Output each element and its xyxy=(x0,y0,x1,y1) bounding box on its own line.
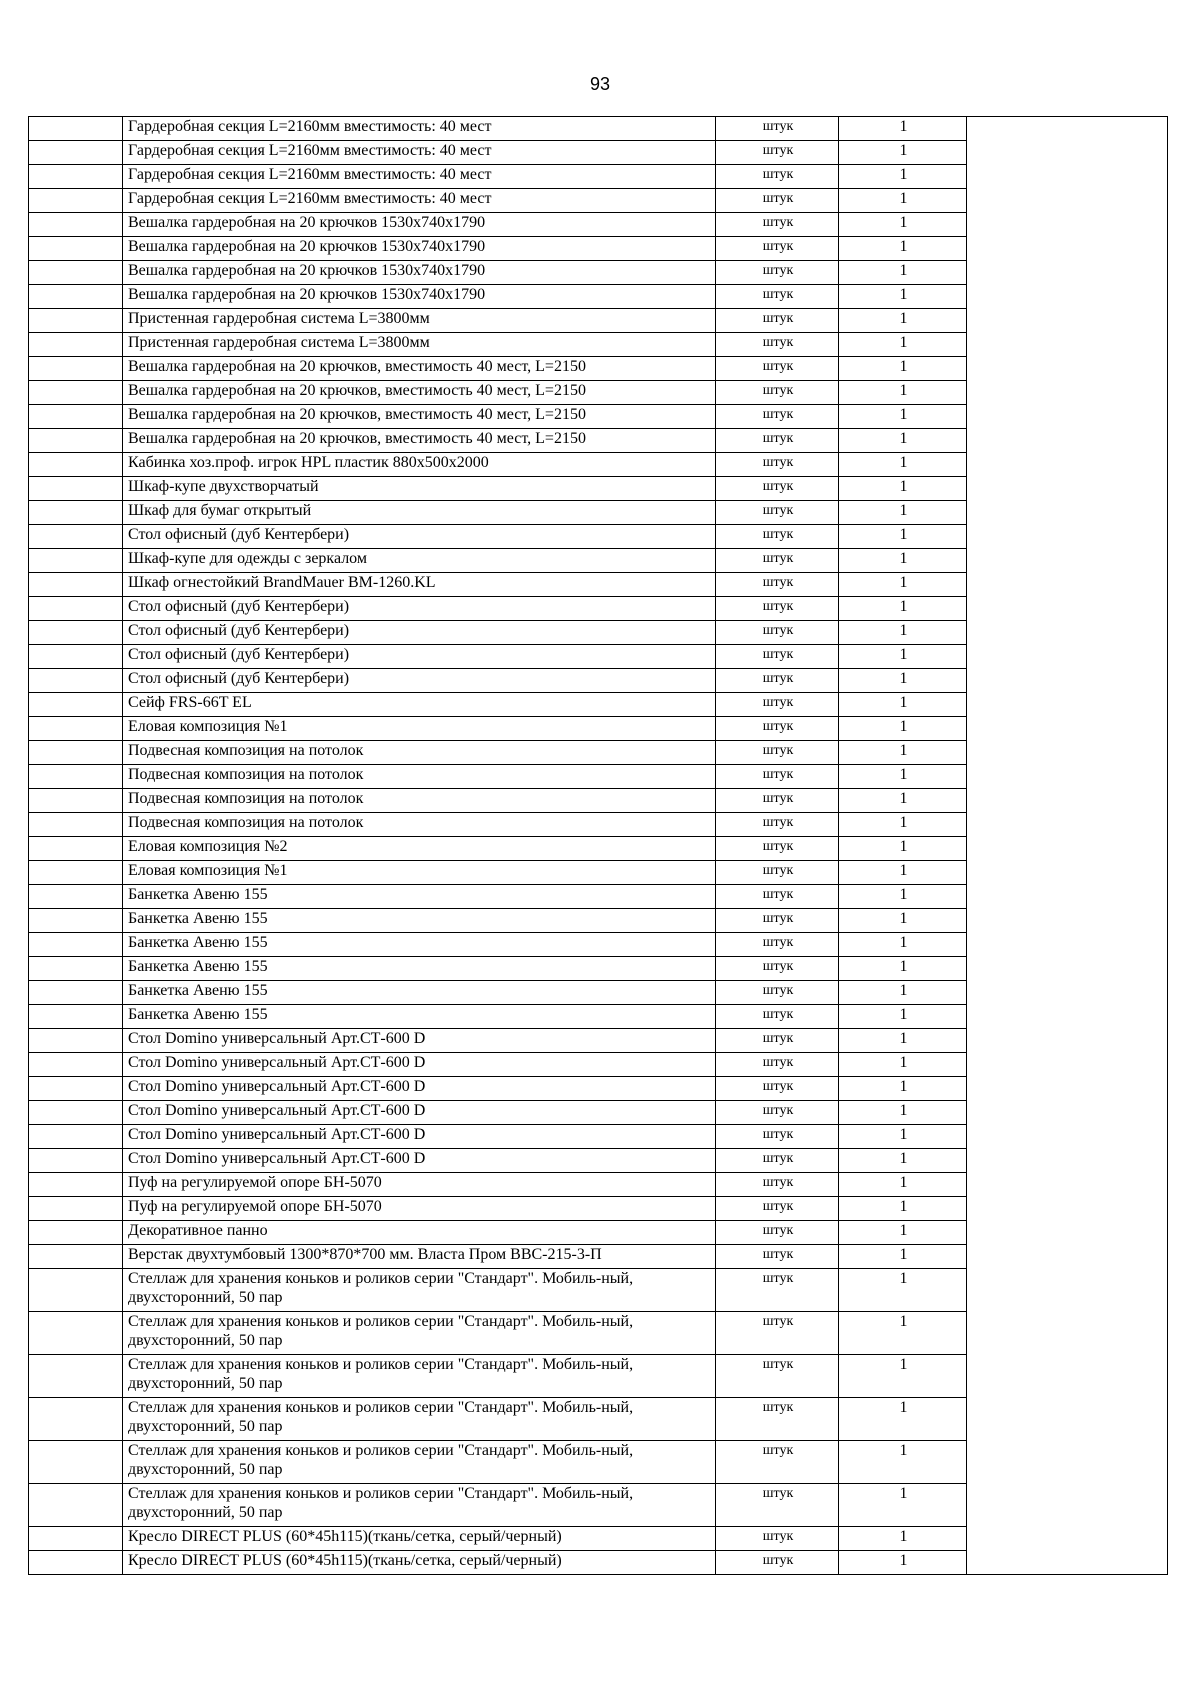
item-name-cell: Гардеробная секция L=2160мм вместимость: 40 мест xyxy=(123,165,716,189)
row-number-cell xyxy=(29,933,123,957)
item-name-cell: Банкетка Авеню 155 xyxy=(123,885,716,909)
unit-cell: штук xyxy=(716,741,839,765)
item-name-cell: Гардеробная секция L=2160мм вместимость: 40 мест xyxy=(123,117,716,141)
unit-cell: штук xyxy=(716,1441,839,1484)
quantity-cell: 1 xyxy=(839,357,967,381)
item-name-cell: Пристенная гардеробная система L=3800мм xyxy=(123,309,716,333)
item-name-cell: Шкаф для бумаг открытый xyxy=(123,501,716,525)
quantity-cell: 1 xyxy=(839,573,967,597)
row-number-cell xyxy=(29,837,123,861)
item-name-cell: Вешалка гардеробная на 20 крючков 1530х740х1790 xyxy=(123,285,716,309)
item-name-cell: Стол Domino универсальный Арт.СТ-600 D xyxy=(123,1053,716,1077)
quantity-cell: 1 xyxy=(839,1149,967,1173)
row-number-cell xyxy=(29,1221,123,1245)
row-number-cell xyxy=(29,717,123,741)
row-number-cell xyxy=(29,453,123,477)
unit-cell: штук xyxy=(716,381,839,405)
quantity-cell: 1 xyxy=(839,1355,967,1398)
row-number-cell xyxy=(29,1527,123,1551)
item-name-cell: Стол офисный (дуб Кентербери) xyxy=(123,525,716,549)
quantity-cell: 1 xyxy=(839,1527,967,1551)
row-number-cell xyxy=(29,141,123,165)
unit-cell: штук xyxy=(716,693,839,717)
row-number-cell xyxy=(29,213,123,237)
unit-cell: штук xyxy=(716,765,839,789)
unit-cell: штук xyxy=(716,597,839,621)
row-number-cell xyxy=(29,813,123,837)
item-name-cell: Стеллаж для хранения коньков и роликов серии "Стандарт". Мобиль-ный, двухсторонний, 50 пар xyxy=(123,1355,716,1398)
item-name-cell: Гардеробная секция L=2160мм вместимость: 40 мест xyxy=(123,141,716,165)
unit-cell: штук xyxy=(716,1149,839,1173)
unit-cell: штук xyxy=(716,813,839,837)
unit-cell: штук xyxy=(716,1029,839,1053)
item-name-cell: Гардеробная секция L=2160мм вместимость: 40 мест xyxy=(123,189,716,213)
item-name-cell: Стеллаж для хранения коньков и роликов серии "Стандарт". Мобиль-ный, двухсторонний, 50 пар xyxy=(123,1441,716,1484)
item-name-cell: Стол Domino универсальный Арт.СТ-600 D xyxy=(123,1029,716,1053)
row-number-cell xyxy=(29,357,123,381)
quantity-cell: 1 xyxy=(839,477,967,501)
item-name-cell: Вешалка гардеробная на 20 крючков, вместимость 40 мест, L=2150 xyxy=(123,357,716,381)
unit-cell: штук xyxy=(716,621,839,645)
row-number-cell xyxy=(29,333,123,357)
quantity-cell: 1 xyxy=(839,501,967,525)
row-number-cell xyxy=(29,429,123,453)
unit-cell: штук xyxy=(716,429,839,453)
unit-cell: штук xyxy=(716,933,839,957)
page-number: 93 xyxy=(589,74,611,94)
quantity-cell: 1 xyxy=(839,1053,967,1077)
unit-cell: штук xyxy=(716,1269,839,1312)
unit-cell: штук xyxy=(716,885,839,909)
row-number-cell xyxy=(29,789,123,813)
quantity-cell: 1 xyxy=(839,885,967,909)
item-name-cell: Стол офисный (дуб Кентербери) xyxy=(123,621,716,645)
row-number-cell xyxy=(29,1441,123,1484)
unit-cell: штук xyxy=(716,1125,839,1149)
quantity-cell: 1 xyxy=(839,909,967,933)
unit-cell: штук xyxy=(716,549,839,573)
unit-cell: штук xyxy=(716,285,839,309)
unit-cell: штук xyxy=(716,1221,839,1245)
row-number-cell xyxy=(29,981,123,1005)
item-name-cell: Шкаф огнестойкий BrandMauer BM-1260.KL xyxy=(123,573,716,597)
item-name-cell: Стеллаж для хранения коньков и роликов серии "Стандарт". Мобиль-ный, двухсторонний, 50 пар xyxy=(123,1398,716,1441)
unit-cell: штук xyxy=(716,1101,839,1125)
item-name-cell: Пристенная гардеробная система L=3800мм xyxy=(123,333,716,357)
unit-cell: штук xyxy=(716,165,839,189)
item-name-cell: Еловая композиция №2 xyxy=(123,837,716,861)
quantity-cell: 1 xyxy=(839,741,967,765)
row-number-cell xyxy=(29,525,123,549)
quantity-cell: 1 xyxy=(839,1029,967,1053)
item-name-cell: Шкаф-купе двухстворчатый xyxy=(123,477,716,501)
item-name-cell: Банкетка Авеню 155 xyxy=(123,933,716,957)
unit-cell: штук xyxy=(716,1053,839,1077)
item-name-cell: Банкетка Авеню 155 xyxy=(123,1005,716,1029)
quantity-cell: 1 xyxy=(839,669,967,693)
row-number-cell xyxy=(29,669,123,693)
quantity-cell: 1 xyxy=(839,165,967,189)
item-name-cell: Стол офисный (дуб Кентербери) xyxy=(123,597,716,621)
unit-cell: штук xyxy=(716,1312,839,1355)
row-number-cell xyxy=(29,597,123,621)
quantity-cell: 1 xyxy=(839,309,967,333)
item-name-cell: Банкетка Авеню 155 xyxy=(123,957,716,981)
item-name-cell: Стол Domino универсальный Арт.СТ-600 D xyxy=(123,1125,716,1149)
quantity-cell: 1 xyxy=(839,213,967,237)
quantity-cell: 1 xyxy=(839,1173,967,1197)
unit-cell: штук xyxy=(716,1197,839,1221)
quantity-cell: 1 xyxy=(839,525,967,549)
unit-cell: штук xyxy=(716,957,839,981)
quantity-cell: 1 xyxy=(839,117,967,141)
quantity-cell: 1 xyxy=(839,1005,967,1029)
row-number-cell xyxy=(29,1005,123,1029)
unit-cell: штук xyxy=(716,573,839,597)
row-number-cell xyxy=(29,501,123,525)
quantity-cell: 1 xyxy=(839,789,967,813)
quantity-cell: 1 xyxy=(839,1551,967,1575)
row-number-cell xyxy=(29,1312,123,1355)
item-name-cell: Стеллаж для хранения коньков и роликов серии "Стандарт". Мобиль-ный, двухсторонний, 50 пар xyxy=(123,1312,716,1355)
item-name-cell: Верстак двухтумбовый 1300*870*700 мм. Власта Пром ВВС-215-3-П xyxy=(123,1245,716,1269)
item-name-cell: Вешалка гардеробная на 20 крючков, вместимость 40 мест, L=2150 xyxy=(123,429,716,453)
row-number-cell xyxy=(29,1173,123,1197)
row-number-cell xyxy=(29,165,123,189)
unit-cell: штук xyxy=(716,1551,839,1575)
unit-cell: штук xyxy=(716,1484,839,1527)
item-name-cell: Еловая композиция №1 xyxy=(123,717,716,741)
quantity-cell: 1 xyxy=(839,405,967,429)
row-number-cell xyxy=(29,477,123,501)
item-name-cell: Вешалка гардеробная на 20 крючков 1530х740х1790 xyxy=(123,237,716,261)
unit-cell: штук xyxy=(716,1355,839,1398)
item-name-cell: Вешалка гардеробная на 20 крючков 1530х740х1790 xyxy=(123,261,716,285)
quantity-cell: 1 xyxy=(839,717,967,741)
items-table-body xyxy=(29,117,1168,1575)
quantity-cell: 1 xyxy=(839,453,967,477)
row-number-cell xyxy=(29,261,123,285)
item-name-cell: Стол Domino универсальный Арт.СТ-600 D xyxy=(123,1149,716,1173)
quantity-cell: 1 xyxy=(839,261,967,285)
unit-cell: штук xyxy=(716,525,839,549)
notes-cell xyxy=(967,117,1168,1575)
unit-cell: штук xyxy=(716,405,839,429)
quantity-cell: 1 xyxy=(839,837,967,861)
row-number-cell xyxy=(29,909,123,933)
quantity-cell: 1 xyxy=(839,549,967,573)
unit-cell: штук xyxy=(716,453,839,477)
item-name-cell: Сейф FRS-66T EL xyxy=(123,693,716,717)
quantity-cell: 1 xyxy=(839,957,967,981)
row-number-cell xyxy=(29,573,123,597)
unit-cell: штук xyxy=(716,141,839,165)
quantity-cell: 1 xyxy=(839,645,967,669)
row-number-cell xyxy=(29,885,123,909)
unit-cell: штук xyxy=(716,309,839,333)
quantity-cell: 1 xyxy=(839,333,967,357)
item-name-cell: Пуф на регулируемой опоре БН-5070 xyxy=(123,1173,716,1197)
quantity-cell: 1 xyxy=(839,813,967,837)
row-number-cell xyxy=(29,309,123,333)
unit-cell: штук xyxy=(716,789,839,813)
quantity-cell: 1 xyxy=(839,1398,967,1441)
item-name-cell: Вешалка гардеробная на 20 крючков, вместимость 40 мест, L=2150 xyxy=(123,381,716,405)
unit-cell: штук xyxy=(716,237,839,261)
item-name-cell: Подвесная композиция на потолок xyxy=(123,789,716,813)
row-number-cell xyxy=(29,1077,123,1101)
row-number-cell xyxy=(29,405,123,429)
quantity-cell: 1 xyxy=(839,1245,967,1269)
unit-cell: штук xyxy=(716,717,839,741)
item-name-cell: Стеллаж для хранения коньков и роликов серии "Стандарт". Мобиль-ный, двухсторонний, 50 пар xyxy=(123,1269,716,1312)
quantity-cell: 1 xyxy=(839,861,967,885)
row-number-cell xyxy=(29,861,123,885)
quantity-cell: 1 xyxy=(839,1441,967,1484)
unit-cell: штук xyxy=(716,189,839,213)
quantity-cell: 1 xyxy=(839,1077,967,1101)
items-table xyxy=(28,116,1168,1575)
item-name-cell: Подвесная композиция на потолок xyxy=(123,813,716,837)
row-number-cell xyxy=(29,1149,123,1173)
unit-cell: штук xyxy=(716,501,839,525)
item-name-cell: Пуф на регулируемой опоре БН-5070 xyxy=(123,1197,716,1221)
quantity-cell: 1 xyxy=(839,1269,967,1312)
unit-cell: штук xyxy=(716,477,839,501)
item-name-cell: Стеллаж для хранения коньков и роликов серии "Стандарт". Мобиль-ный, двухсторонний, 50 пар xyxy=(123,1484,716,1527)
quantity-cell: 1 xyxy=(839,429,967,453)
row-number-cell xyxy=(29,1197,123,1221)
quantity-cell: 1 xyxy=(839,1484,967,1527)
quantity-cell: 1 xyxy=(839,597,967,621)
item-name-cell: Подвесная композиция на потолок xyxy=(123,765,716,789)
row-number-cell xyxy=(29,1245,123,1269)
unit-cell: штук xyxy=(716,213,839,237)
item-name-cell: Кресло DIRECT PLUS (60*45h115)(ткань/сетка, серый/черный) xyxy=(123,1527,716,1551)
item-name-cell: Подвесная композиция на потолок xyxy=(123,741,716,765)
row-number-cell xyxy=(29,1551,123,1575)
quantity-cell: 1 xyxy=(839,237,967,261)
row-number-cell xyxy=(29,957,123,981)
unit-cell: штук xyxy=(716,357,839,381)
item-name-cell: Стол офисный (дуб Кентербери) xyxy=(123,669,716,693)
unit-cell: штук xyxy=(716,1527,839,1551)
quantity-cell: 1 xyxy=(839,765,967,789)
unit-cell: штук xyxy=(716,981,839,1005)
quantity-cell: 1 xyxy=(839,1125,967,1149)
quantity-cell: 1 xyxy=(839,981,967,1005)
item-name-cell: Декоративное панно xyxy=(123,1221,716,1245)
item-name-cell: Банкетка Авеню 155 xyxy=(123,909,716,933)
row-number-cell xyxy=(29,1125,123,1149)
quantity-cell: 1 xyxy=(839,285,967,309)
unit-cell: штук xyxy=(716,333,839,357)
quantity-cell: 1 xyxy=(839,141,967,165)
unit-cell: штук xyxy=(716,117,839,141)
quantity-cell: 1 xyxy=(839,1312,967,1355)
item-name-cell: Кабинка хоз.проф. игрок HPL пластик 880х500х2000 xyxy=(123,453,716,477)
quantity-cell: 1 xyxy=(839,621,967,645)
row-number-cell xyxy=(29,645,123,669)
row-number-cell xyxy=(29,621,123,645)
quantity-cell: 1 xyxy=(839,693,967,717)
item-name-cell: Вешалка гардеробная на 20 крючков, вместимость 40 мест, L=2150 xyxy=(123,405,716,429)
item-name-cell: Шкаф-купе для одежды с зеркалом xyxy=(123,549,716,573)
row-number-cell xyxy=(29,1355,123,1398)
row-number-cell xyxy=(29,117,123,141)
unit-cell: штук xyxy=(716,909,839,933)
row-number-cell xyxy=(29,549,123,573)
quantity-cell: 1 xyxy=(839,189,967,213)
quantity-cell: 1 xyxy=(839,381,967,405)
quantity-cell: 1 xyxy=(839,1101,967,1125)
item-name-cell: Кресло DIRECT PLUS (60*45h115)(ткань/сетка, серый/черный) xyxy=(123,1551,716,1575)
unit-cell: штук xyxy=(716,669,839,693)
row-number-cell xyxy=(29,189,123,213)
row-number-cell xyxy=(29,693,123,717)
unit-cell: штук xyxy=(716,261,839,285)
row-number-cell xyxy=(29,1101,123,1125)
unit-cell: штук xyxy=(716,1005,839,1029)
row-number-cell xyxy=(29,1484,123,1527)
item-name-cell: Банкетка Авеню 155 xyxy=(123,981,716,1005)
item-name-cell: Еловая композиция №1 xyxy=(123,861,716,885)
unit-cell: штук xyxy=(716,837,839,861)
row-number-cell xyxy=(29,285,123,309)
unit-cell: штук xyxy=(716,1173,839,1197)
quantity-cell: 1 xyxy=(839,1221,967,1245)
row-number-cell xyxy=(29,741,123,765)
item-name-cell: Вешалка гардеробная на 20 крючков 1530х740х1790 xyxy=(123,213,716,237)
unit-cell: штук xyxy=(716,1398,839,1441)
row-number-cell xyxy=(29,1398,123,1441)
table-row xyxy=(29,117,1168,141)
unit-cell: штук xyxy=(716,645,839,669)
row-number-cell xyxy=(29,1269,123,1312)
unit-cell: штук xyxy=(716,1077,839,1101)
unit-cell: штук xyxy=(716,1245,839,1269)
row-number-cell xyxy=(29,765,123,789)
row-number-cell xyxy=(29,1029,123,1053)
unit-cell: штук xyxy=(716,861,839,885)
quantity-cell: 1 xyxy=(839,1197,967,1221)
row-number-cell xyxy=(29,237,123,261)
item-name-cell: Стол офисный (дуб Кентербери) xyxy=(123,645,716,669)
quantity-cell: 1 xyxy=(839,933,967,957)
row-number-cell xyxy=(29,1053,123,1077)
item-name-cell: Стол Domino универсальный Арт.СТ-600 D xyxy=(123,1077,716,1101)
row-number-cell xyxy=(29,381,123,405)
item-name-cell: Стол Domino универсальный Арт.СТ-600 D xyxy=(123,1101,716,1125)
